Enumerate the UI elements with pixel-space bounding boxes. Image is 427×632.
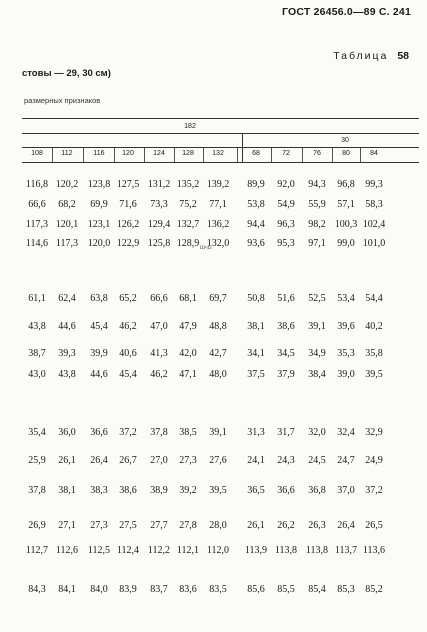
column-header: 128 xyxy=(182,150,194,157)
table-cell: 24,9 xyxy=(365,455,383,466)
table-cell: 27,1 xyxy=(58,520,76,531)
table-cell: 132,7 xyxy=(176,219,200,230)
table-cell: 135,2 xyxy=(176,179,200,190)
table-title xyxy=(333,50,409,62)
column-separator xyxy=(203,148,204,162)
table-cell: 47,1 xyxy=(179,369,197,380)
table-cell: 37,9 xyxy=(277,369,295,380)
table-cell: 125,8 xyxy=(147,238,171,249)
table-cell: 113,6 xyxy=(362,545,386,556)
table-cell: 117,3 xyxy=(25,219,49,230)
table-cell: 28,0 xyxy=(209,520,227,531)
table-cell: 38,6 xyxy=(277,321,295,332)
table-cell: 42,0 xyxy=(179,348,197,359)
table-row xyxy=(22,427,419,441)
table-row xyxy=(22,485,419,499)
table-cell: 24,7 xyxy=(337,455,355,466)
table-cell: 83,6 xyxy=(179,584,197,595)
table-cell: 131,2 xyxy=(147,179,171,190)
table-label: Таблица xyxy=(333,50,389,62)
table-cell: 96,3 xyxy=(277,219,295,230)
table-cell: 27,0 xyxy=(150,455,168,466)
table-cell: 68,2 xyxy=(58,199,76,210)
table-cell: 73,3 xyxy=(150,199,168,210)
table-cell: 61,1 xyxy=(28,293,46,304)
table-cell: 92,0 xyxy=(277,179,295,190)
table-cell: 123,1 xyxy=(87,219,111,230)
table-cell: 32,4 xyxy=(337,427,355,438)
table-cell: 37,8 xyxy=(150,427,168,438)
table-cell: 24,3 xyxy=(277,455,295,466)
table-cell: 120,1 xyxy=(55,219,79,230)
column-header: 132 xyxy=(212,150,224,157)
table-cell: 58,3 xyxy=(365,199,383,210)
table-cell: 48,0 xyxy=(209,369,227,380)
table-cell: 83,5 xyxy=(209,584,227,595)
table-cell: 38,6 xyxy=(119,485,137,496)
table-cell: 26,7 xyxy=(119,455,137,466)
table-cell: 39,5 xyxy=(365,369,383,380)
table-cell: 39,1 xyxy=(209,427,227,438)
group-header-30: 30 xyxy=(341,137,349,144)
group-rule xyxy=(22,133,419,134)
table-cell: 127,5 xyxy=(116,179,140,190)
table-cell: 117,3 xyxy=(55,238,79,249)
column-separator xyxy=(271,148,272,162)
table-cell: 99,0 xyxy=(337,238,355,249)
table-cell: 36,6 xyxy=(90,427,108,438)
table-cell: 35,3 xyxy=(337,348,355,359)
table-cell: 85,5 xyxy=(277,584,295,595)
table-cell: 38,9 xyxy=(150,485,168,496)
column-separator xyxy=(83,148,84,162)
table-cell: 96,8 xyxy=(337,179,355,190)
table-cell: 62,4 xyxy=(58,293,76,304)
column-header: 72 xyxy=(282,150,290,157)
table-cell: 95,3 xyxy=(277,238,295,249)
table-cell: 112,4 xyxy=(116,545,140,556)
table-cell: 40,2 xyxy=(365,321,383,332)
table-cell: 84,3 xyxy=(28,584,46,595)
group-header-182: 182 xyxy=(184,123,196,130)
table-cell: 98,2 xyxy=(308,219,326,230)
table-cell: 41,3 xyxy=(150,348,168,359)
table-cell: 39,5 xyxy=(209,485,227,496)
column-header: 112 xyxy=(61,150,73,157)
table-cell: 47,9 xyxy=(179,321,197,332)
table-cell: 37,8 xyxy=(28,485,46,496)
column-header: 120 xyxy=(122,150,134,157)
table-cell: 38,4 xyxy=(308,369,326,380)
table-cell: 99,3 xyxy=(365,179,383,190)
table-cell: 26,4 xyxy=(337,520,355,531)
table-cell: 39,9 xyxy=(90,348,108,359)
table-cell: 102,4 xyxy=(362,219,386,230)
table-cell: 27,3 xyxy=(90,520,108,531)
table-cell: 38,1 xyxy=(247,321,265,332)
table-cell: 132,0 xyxy=(206,238,230,249)
table-cell: 36,8 xyxy=(308,485,326,496)
table-cell: 35,8 xyxy=(365,348,383,359)
table-cell: 57,1 xyxy=(337,199,355,210)
table-cell: 94,3 xyxy=(308,179,326,190)
table-cell: 84,1 xyxy=(58,584,76,595)
table-cell: 45,4 xyxy=(119,369,137,380)
table-cell: 66,6 xyxy=(150,293,168,304)
column-header: 124 xyxy=(153,150,165,157)
table-cell: 37,0 xyxy=(337,485,355,496)
continuation-heading: стовы — 29, 30 см) xyxy=(22,68,111,79)
table-cell: 120,2 xyxy=(55,179,79,190)
table-cell: 44,6 xyxy=(58,321,76,332)
table-cell: 63,8 xyxy=(90,293,108,304)
column-header: 116 xyxy=(93,150,105,157)
table-cell: 26,4 xyxy=(90,455,108,466)
table-cell: 31,7 xyxy=(277,427,295,438)
table-cell: 97,1 xyxy=(308,238,326,249)
table-cell: 27,7 xyxy=(150,520,168,531)
table-cell: 129,4 xyxy=(147,219,171,230)
column-header: 68 xyxy=(252,150,260,157)
table-cell: 116,8 xyxy=(25,179,49,190)
table-cell: 55,9 xyxy=(308,199,326,210)
table-cell: 93,6 xyxy=(247,238,265,249)
table-cell: 26,2 xyxy=(277,520,295,531)
table-cell: 112,2 xyxy=(147,545,171,556)
table-cell: 85,4 xyxy=(308,584,326,595)
table-cell: 37,2 xyxy=(119,427,137,438)
table-cell: 100,3 xyxy=(334,219,358,230)
table-row xyxy=(22,219,419,233)
table-cell: 136,2 xyxy=(206,219,230,230)
table-cell: 43,8 xyxy=(58,369,76,380)
table-cell: 112,0 xyxy=(206,545,230,556)
table-cell: 101,0 xyxy=(362,238,386,249)
table-row xyxy=(22,369,419,383)
table-cell: 42,7 xyxy=(209,348,227,359)
table-cell: 26,3 xyxy=(308,520,326,531)
table-cell: 46,2 xyxy=(119,321,137,332)
table-row xyxy=(22,179,419,193)
table-cell: 128,9 xyxy=(176,238,200,249)
table-cell: 37,2 xyxy=(365,485,383,496)
table-subtitle: размерных признаков xyxy=(24,96,101,105)
table-cell: 89,9 xyxy=(247,179,265,190)
table-cell: 123,8 xyxy=(87,179,111,190)
table-cell: 32,0 xyxy=(308,427,326,438)
table-cell: 122,9 xyxy=(116,238,140,249)
table-cell: 66,6 xyxy=(28,199,46,210)
table-cell: 83,9 xyxy=(119,584,137,595)
table-cell: 39,0 xyxy=(337,369,355,380)
table-cell: 85,2 xyxy=(365,584,383,595)
table-cell: 38,5 xyxy=(179,427,197,438)
table-cell: 38,3 xyxy=(90,485,108,496)
table-cell: 65,2 xyxy=(119,293,137,304)
table-cell: 38,7 xyxy=(28,348,46,359)
table-cell: 94,4 xyxy=(247,219,265,230)
table-cell: 27,5 xyxy=(119,520,137,531)
table-cell: 112,5 xyxy=(87,545,111,556)
table-cell: 114,6 xyxy=(25,238,49,249)
table-cell: 113,8 xyxy=(305,545,329,556)
table-cell: 71,6 xyxy=(119,199,137,210)
table-cell: 45,4 xyxy=(90,321,108,332)
table-cell: 27,3 xyxy=(179,455,197,466)
table-cell: 112,7 xyxy=(25,545,49,556)
table-row xyxy=(22,584,419,598)
column-separator xyxy=(302,148,303,162)
table-cell: 26,1 xyxy=(58,455,76,466)
table-cell: 54,9 xyxy=(277,199,295,210)
table-row xyxy=(22,520,419,534)
column-header: 80 xyxy=(342,150,350,157)
table-cell: 25,9 xyxy=(28,455,46,466)
table-cell: 69,9 xyxy=(90,199,108,210)
table-cell: 113,9 xyxy=(244,545,268,556)
table-row xyxy=(22,293,419,307)
table-cell: 46,2 xyxy=(150,369,168,380)
table-cell: 39,6 xyxy=(337,321,355,332)
table-cell: 83,7 xyxy=(150,584,168,595)
table-cell: 34,9 xyxy=(308,348,326,359)
table-cell: 85,3 xyxy=(337,584,355,595)
table-cell: 36,5 xyxy=(247,485,265,496)
table-cell: 31,3 xyxy=(247,427,265,438)
table-cell: 120,0 xyxy=(87,238,111,249)
table-row xyxy=(22,321,419,335)
column-separator xyxy=(237,148,238,162)
table-cell: 69,7 xyxy=(209,293,227,304)
table-cell: 68,1 xyxy=(179,293,197,304)
table-cell: 27,8 xyxy=(179,520,197,531)
table-cell: 84,0 xyxy=(90,584,108,595)
table-row xyxy=(22,455,419,469)
table-cell: 34,5 xyxy=(277,348,295,359)
column-header: 76 xyxy=(313,150,321,157)
table-cell: 39,2 xyxy=(179,485,197,496)
column-separator xyxy=(52,148,53,162)
table-cell: 139,2 xyxy=(206,179,230,190)
table-cell: 112,6 xyxy=(55,545,79,556)
table-cell: 26,9 xyxy=(28,520,46,531)
table-cell: 24,5 xyxy=(308,455,326,466)
table-cell: 39,3 xyxy=(58,348,76,359)
table-cell: 48,8 xyxy=(209,321,227,332)
table-row xyxy=(22,545,419,559)
table-cell: 53,8 xyxy=(247,199,265,210)
table-cell: 43,0 xyxy=(28,369,46,380)
table-cell: 27,6 xyxy=(209,455,227,466)
table-cell: 26,5 xyxy=(365,520,383,531)
table-row xyxy=(22,199,419,213)
table-cell: 40,6 xyxy=(119,348,137,359)
table-cell: 53,4 xyxy=(337,293,355,304)
table-cell: 52,5 xyxy=(308,293,326,304)
table-cell: 35,4 xyxy=(28,427,46,438)
column-header-row xyxy=(22,148,419,162)
table-cell: 75,2 xyxy=(179,199,197,210)
top-rule xyxy=(22,118,419,119)
table-cell: 85,6 xyxy=(247,584,265,595)
table-cell: 36,0 xyxy=(58,427,76,438)
table-cell: 36,6 xyxy=(277,485,295,496)
table-cell: 38,1 xyxy=(58,485,76,496)
print-smudge: Ш•42 xyxy=(200,246,212,251)
table-cell: 44,6 xyxy=(90,369,108,380)
column-header: 108 xyxy=(31,150,43,157)
table-cell: 50,8 xyxy=(247,293,265,304)
table-number: 58 xyxy=(397,50,409,62)
table-cell: 113,7 xyxy=(334,545,358,556)
table-cell: 32,9 xyxy=(365,427,383,438)
table-cell: 34,1 xyxy=(247,348,265,359)
table-row xyxy=(22,238,419,252)
table-cell: 77,1 xyxy=(209,199,227,210)
table-cell: 47,0 xyxy=(150,321,168,332)
table-cell: 26,1 xyxy=(247,520,265,531)
table-cell: 39,1 xyxy=(308,321,326,332)
column-separator xyxy=(144,148,145,162)
table-cell: 51,6 xyxy=(277,293,295,304)
table-row xyxy=(22,348,419,362)
table-cell: 126,2 xyxy=(116,219,140,230)
table-cell: 24,1 xyxy=(247,455,265,466)
table-cell: 54,4 xyxy=(365,293,383,304)
header-bottom-rule xyxy=(22,162,419,163)
table-cell: 113,8 xyxy=(274,545,298,556)
table-cell: 112,1 xyxy=(176,545,200,556)
table-cell: 43,8 xyxy=(28,321,46,332)
page-header: ГОСТ 26456.0—89 С. 241 xyxy=(281,6,411,18)
column-header: 84 xyxy=(370,150,378,157)
table-cell: 37,5 xyxy=(247,369,265,380)
